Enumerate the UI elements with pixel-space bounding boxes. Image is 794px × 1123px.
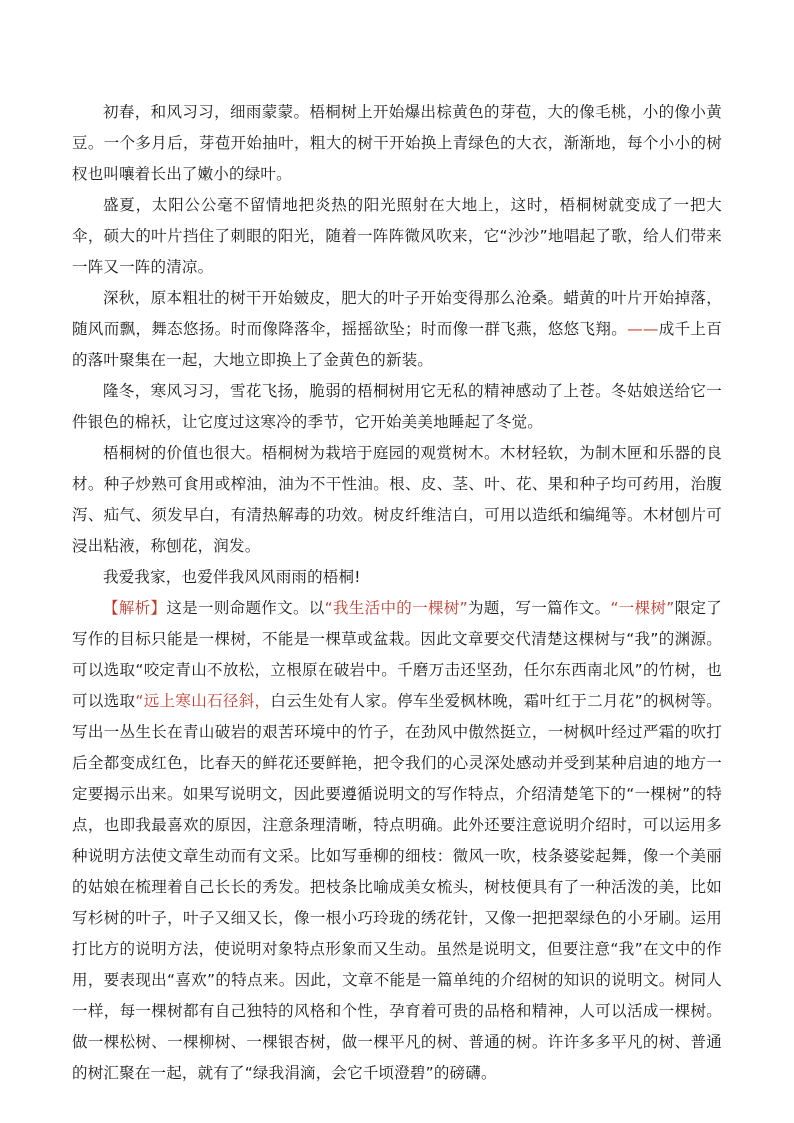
- paragraph-autumn: [72, 283, 722, 376]
- analysis-red-2: “一棵树”: [610, 599, 675, 617]
- analysis-text-2: 为题，写一篇作文。: [467, 599, 611, 617]
- paragraph-winter: 隆冬，寒风习习，雪花飞扬，脆弱的梧桐树用它无私的精神感动了上苍。冬姑娘送给它一件银色的棉袄，让它度过这寒冷的季节，它开始美美地睡起了冬觉。: [72, 382, 722, 431]
- paragraph-value: 梧桐树的价值也很大。梧桐树为栽培于庭园的观赏树木。木材轻软，为制木匣和乐器的良材。种子炒熟可食用或榨油，油为不干性油。根、皮、茎、叶、花、果和种子均可药用，治腹泻、疝气、须发早白，有清热解毒的功效。树皮纤维洁白，可用以造纸和编绳等。木材刨片可浸出粘液，称刨花，润发。: [72, 444, 722, 555]
- paragraph-analysis: [72, 593, 722, 1089]
- paragraph-conclusion: 我爱我家，也爱伴我风风雨雨的梧桐!: [103, 568, 361, 586]
- paragraph-spring: 初春，和风习习，细雨蒙蒙。梧桐树上开始爆出棕黄色的芽苞，大的像毛桃，小的像小黄豆。一个多月后，芽苞开始抽叶，粗大的树干开始换上青绿色的大衣，渐渐地，每个小小的树杈也叫嚷着长出了嫩小的绿叶。: [72, 103, 722, 183]
- analysis-red-1: “我生活中的一棵树”: [324, 599, 468, 617]
- analysis-text-4: 白云生处有人家。停车坐爱枫林晚，霜叶红于二月花”的枫树等。写出一丛生长在青山破岩的艰苦环境中的竹子，在劲风中傲然挺立，一树枫叶经过严霜的吹打后全都变成红色，比春天的鲜花还要鲜艳，把令我们的心灵深处感动并受到某种启迪的地方一定要揭示出来。如果写说明文，因此要遵循说明文的写作特点，介绍清楚笔下的“一棵树”的特点，也即我最喜欢的原因，注意条理清晰，特点明确。此外还要注意说明介绍时，可以运用多种说明方法使文章生动而有文采。比如写垂柳的细枝：微风一吹，枝条婆娑起舞，像一个美丽的姑娘在梳理着自己长长的秀发。把枝条比喻成美女梳头，树枝便具有了一种活泼的美，比如写杉树的叶子，叶子又细又长，像一根小巧玲珑的绣花针，又像一把把翠绿色的小牙刷。运用打比方的说明方法，使说明对象特点形象而又生动。虽然是说明文，但要注意“我”在文中的作用，要表现出“喜欢”的特点来。因此，文章不能是一篇单纯的介绍树的知识的说明文。树同人一样，每一棵树都有自己独特的风格和个性，孕育着可贵的品格和精神，人可以活成一棵树。做一棵松树、一棵柳树、一棵银杏树，做一棵平凡的树、普通的树。许许多多平凡的树、普通的树汇聚在一起，就有了“绿我涓滴，会它千顷澄碧”的磅礴。: [72, 692, 722, 1082]
- autumn-text-b: 成千上百的落叶聚集在一起，大地立即换上了金黄色的新装。: [72, 320, 722, 369]
- autumn-text-a: 深秋，原本粗壮的树干开始皴皮，肥大的叶子开始变得那么沧桑。蜡黄的叶片开始掉落，随风而飘，舞态悠扬。时而像降落伞，摇摇欲坠；时而像一群飞燕，悠悠飞翔。: [72, 289, 722, 338]
- document-body: [72, 97, 722, 1089]
- analysis-text-3: 限定了写作的目标只能是一棵树，不能是一棵草或盆栽。因此文章要交代清楚这棵树与“我”的渊源。可以选取“咬定青山不放松，立根原在破岩中。千磨万击还坚劲，任尔东西南北风”的竹树，也可以选取: [72, 599, 723, 710]
- paragraph-summer: 盛夏，太阳公公毫不留情地把炎热的阳光照射在大地上，这时，梧桐树就变成了一把大伞，硕大的叶片挡住了刺眼的阳光，随着一阵阵微风吹来，它“沙沙”地唱起了歌，给人们带来一阵又一阵的清凉。: [72, 196, 722, 276]
- autumn-dash: ——: [627, 320, 659, 338]
- analysis-red-3: “远上寒山石径斜，: [135, 692, 271, 710]
- analysis-text-1: 这是一则命题作文。以: [166, 599, 325, 617]
- analysis-label: 【解析】: [103, 599, 167, 617]
